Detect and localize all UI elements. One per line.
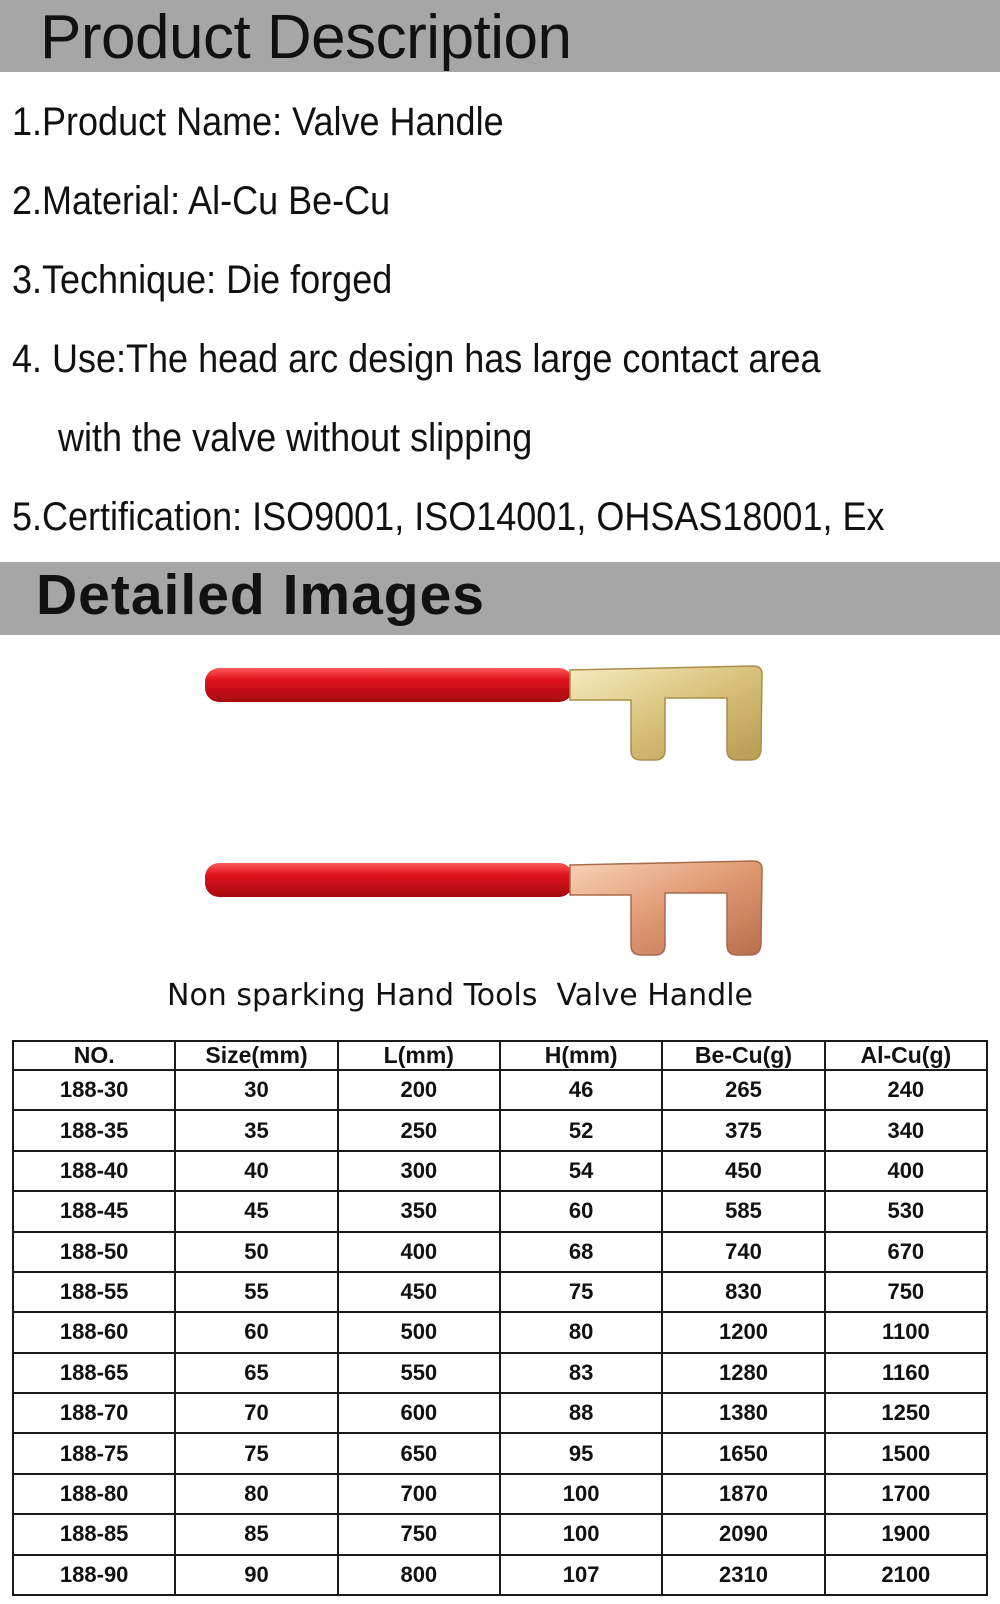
- cell-height: 60: [500, 1191, 662, 1231]
- cell-length: 550: [338, 1353, 500, 1393]
- cell-size: 65: [175, 1353, 337, 1393]
- header-height: H(mm): [500, 1041, 662, 1070]
- cell-size: 70: [175, 1393, 337, 1433]
- cell-al-cu-weight: 2100: [825, 1555, 987, 1596]
- cell-be-cu-weight: 265: [662, 1070, 824, 1110]
- table-row: [13, 1232, 987, 1272]
- valve-handle-be-cu-icon: [205, 855, 785, 965]
- cell-height: 80: [500, 1312, 662, 1352]
- cell-no: 188-35: [13, 1110, 175, 1150]
- technique-line: 3.Technique: Die forged: [12, 258, 393, 302]
- cell-size: 85: [175, 1514, 337, 1554]
- table-row: [13, 1393, 987, 1433]
- cell-size: 50: [175, 1232, 337, 1272]
- cell-height: 46: [500, 1070, 662, 1110]
- table-row: [13, 1514, 987, 1554]
- cell-size: 55: [175, 1272, 337, 1312]
- header-al-cu-weight: Al-Cu(g): [825, 1041, 987, 1070]
- cell-al-cu-weight: 530: [825, 1191, 987, 1231]
- table-row: [13, 1555, 987, 1596]
- cell-no: 188-70: [13, 1393, 175, 1433]
- cell-size: 45: [175, 1191, 337, 1231]
- cell-no: 188-60: [13, 1312, 175, 1352]
- use-line-continued: with the valve without slipping: [58, 416, 533, 460]
- cell-no: 188-45: [13, 1191, 175, 1231]
- cell-al-cu-weight: 1160: [825, 1353, 987, 1393]
- table-row: [13, 1353, 987, 1393]
- cell-be-cu-weight: 1650: [662, 1433, 824, 1473]
- cell-height: 52: [500, 1110, 662, 1150]
- cell-length: 650: [338, 1433, 500, 1473]
- cell-length: 400: [338, 1232, 500, 1272]
- cell-al-cu-weight: 400: [825, 1151, 987, 1191]
- header-length: L(mm): [338, 1041, 500, 1070]
- cell-length: 200: [338, 1070, 500, 1110]
- cell-no: 188-40: [13, 1151, 175, 1191]
- table-row: [13, 1474, 987, 1514]
- table-row: [13, 1272, 987, 1312]
- cell-height: 54: [500, 1151, 662, 1191]
- cell-length: 300: [338, 1151, 500, 1191]
- cell-length: 250: [338, 1110, 500, 1150]
- cell-al-cu-weight: 750: [825, 1272, 987, 1312]
- header-no: NO.: [13, 1041, 175, 1070]
- cell-al-cu-weight: 1250: [825, 1393, 987, 1433]
- table-row: [13, 1191, 987, 1231]
- cell-height: 107: [500, 1555, 662, 1596]
- cell-be-cu-weight: 2090: [662, 1514, 824, 1554]
- cell-be-cu-weight: 585: [662, 1191, 824, 1231]
- cell-size: 75: [175, 1433, 337, 1473]
- cell-length: 700: [338, 1474, 500, 1514]
- cell-al-cu-weight: 340: [825, 1110, 987, 1150]
- valve-handle-al-cu-icon: [205, 660, 785, 770]
- cell-height: 75: [500, 1272, 662, 1312]
- cell-length: 800: [338, 1555, 500, 1596]
- cell-be-cu-weight: 375: [662, 1110, 824, 1150]
- cell-no: 188-30: [13, 1070, 175, 1110]
- product-name-line: 1.Product Name: Valve Handle: [12, 100, 504, 144]
- cell-no: 188-80: [13, 1474, 175, 1514]
- cell-al-cu-weight: 1100: [825, 1312, 987, 1352]
- table-row: [13, 1070, 987, 1110]
- cell-size: 40: [175, 1151, 337, 1191]
- table-row: [13, 1312, 987, 1352]
- header-size: Size(mm): [175, 1041, 337, 1070]
- cell-no: 188-85: [13, 1514, 175, 1554]
- cell-be-cu-weight: 830: [662, 1272, 824, 1312]
- cell-length: 600: [338, 1393, 500, 1433]
- cell-be-cu-weight: 1200: [662, 1312, 824, 1352]
- product-description-title: Product Description: [40, 3, 572, 72]
- cell-be-cu-weight: 1380: [662, 1393, 824, 1433]
- cell-al-cu-weight: 1500: [825, 1433, 987, 1473]
- cell-be-cu-weight: 740: [662, 1232, 824, 1272]
- table-row: [13, 1110, 987, 1150]
- cell-length: 450: [338, 1272, 500, 1312]
- cell-height: 95: [500, 1433, 662, 1473]
- cell-no: 188-65: [13, 1353, 175, 1393]
- cell-size: 30: [175, 1070, 337, 1110]
- cell-no: 188-50: [13, 1232, 175, 1272]
- cell-be-cu-weight: 450: [662, 1151, 824, 1191]
- cell-al-cu-weight: 1700: [825, 1474, 987, 1514]
- cell-al-cu-weight: 240: [825, 1070, 987, 1110]
- cell-be-cu-weight: 2310: [662, 1555, 824, 1596]
- cell-no: 188-75: [13, 1433, 175, 1473]
- cell-al-cu-weight: 1900: [825, 1514, 987, 1554]
- cell-size: 80: [175, 1474, 337, 1514]
- material-line: 2.Material: Al-Cu Be-Cu: [12, 179, 391, 223]
- cell-size: 60: [175, 1312, 337, 1352]
- cell-height: 100: [500, 1514, 662, 1554]
- product-description-banner: [0, 0, 1000, 72]
- detailed-images-banner: [0, 562, 1000, 635]
- cell-height: 68: [500, 1232, 662, 1272]
- cell-height: 88: [500, 1393, 662, 1433]
- use-line: 4. Use:The head arc design has large contact area: [12, 337, 821, 381]
- table-row: [13, 1433, 987, 1473]
- cell-size: 35: [175, 1110, 337, 1150]
- cell-al-cu-weight: 670: [825, 1232, 987, 1272]
- cell-length: 750: [338, 1514, 500, 1554]
- cell-height: 83: [500, 1353, 662, 1393]
- detailed-images-title: Detailed Images: [36, 563, 486, 627]
- spec-table: [12, 1040, 988, 1596]
- table-header-row: [13, 1041, 987, 1070]
- cell-length: 500: [338, 1312, 500, 1352]
- table-row: [13, 1151, 987, 1191]
- cell-no: 188-55: [13, 1272, 175, 1312]
- cell-size: 90: [175, 1555, 337, 1596]
- cell-height: 100: [500, 1474, 662, 1514]
- certification-line: 5.Certification: ISO9001, ISO14001, OHSAS18001, Ex: [12, 495, 885, 539]
- cell-be-cu-weight: 1870: [662, 1474, 824, 1514]
- cell-be-cu-weight: 1280: [662, 1353, 824, 1393]
- cell-length: 350: [338, 1191, 500, 1231]
- cell-no: 188-90: [13, 1555, 175, 1596]
- header-be-cu-weight: Be-Cu(g): [662, 1041, 824, 1070]
- image-caption: Non sparking Hand Tools Valve Handle: [167, 978, 753, 1013]
